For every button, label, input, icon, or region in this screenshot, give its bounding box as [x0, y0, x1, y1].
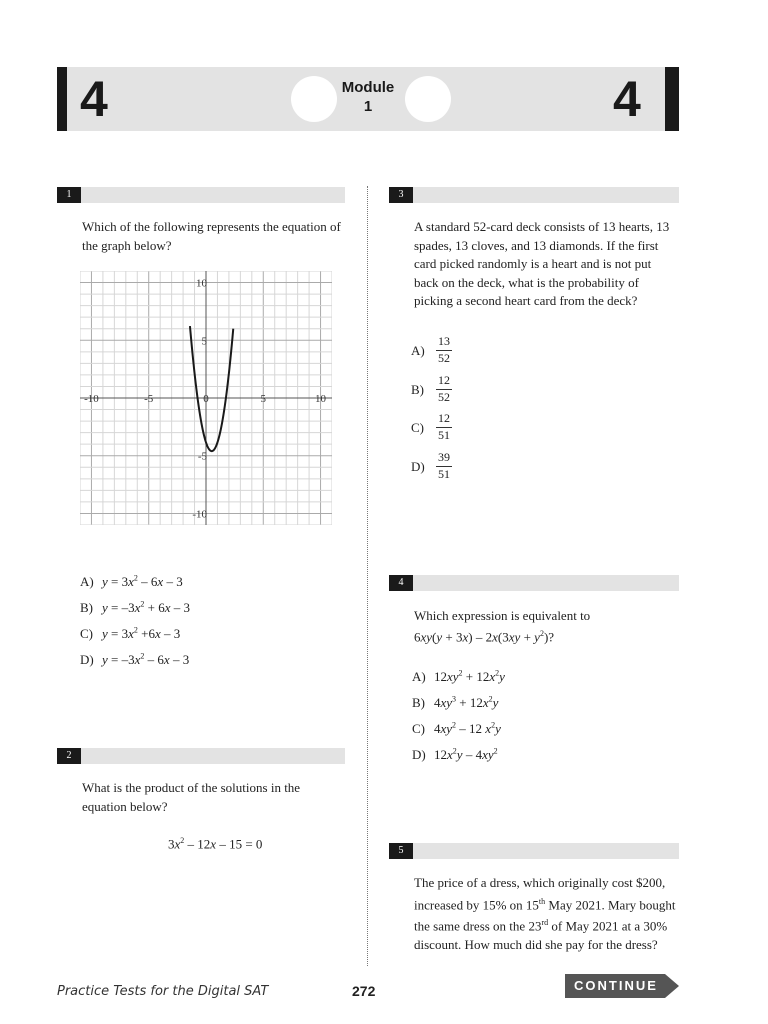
- question-4-number: 4: [389, 575, 413, 591]
- q4-choice-b-expr: $4xy^3 + 12x^2y$: [434, 695, 499, 711]
- header-right-bar: [665, 67, 679, 131]
- q5-text-part-3: of May 2021 at a 30% discount. How much did she pay for the dress?: [414, 918, 668, 953]
- module-index: 1: [363, 98, 373, 115]
- question-1-text: Which of the following represents the equation of the graph below?: [82, 219, 341, 253]
- x-tick-label: 10: [315, 393, 327, 405]
- parabola-graph: [80, 271, 332, 525]
- question-1-number: 1: [57, 187, 81, 203]
- q3-choice-c-denominator: 51: [438, 428, 450, 442]
- y-tick-label: -10: [192, 508, 207, 521]
- q3-choice-b-letter[interactable]: B): [411, 382, 424, 397]
- q1-choice-b-letter: B): [80, 600, 93, 616]
- question-3-text: A standard 52-card deck consists of 13 hearts, 13 spades, 13 cloves, and 13 diamonds. If the first card picked randomly is a heart and is not put back on the deck, what is the probability of picking a second heart card from the deck?: [414, 219, 670, 308]
- q4-choice-d-letter: D): [412, 747, 426, 763]
- x-tick-label: 0: [203, 393, 209, 405]
- q5-text-part-2: May 2021. Mary bought the same dress on the 23: [414, 896, 676, 934]
- question-2-header: [57, 748, 345, 764]
- module-number-right: 4: [613, 71, 641, 127]
- x-tick-label: 5: [260, 393, 267, 405]
- q3-choice-a-letter[interactable]: A): [411, 343, 425, 358]
- q4-choice-a-expr: $12xy^2 + 12x^2y$: [434, 669, 505, 685]
- q1-choice-c[interactable]: [80, 623, 180, 642]
- q3-choice-c-letter[interactable]: C): [411, 420, 424, 435]
- question-2-text: What is the product of the solutions in the equation below?: [82, 780, 301, 814]
- q1-choice-c-letter: C): [80, 626, 93, 642]
- q1-choice-a[interactable]: [80, 571, 183, 590]
- q1-choice-d-expr: $y = -3x^2 - 6x - 3$: [102, 652, 190, 668]
- y-tick-label: -5: [197, 450, 207, 463]
- q3-choice-b-denominator: 52: [438, 390, 450, 404]
- q4-choice-c-expr: $4xy^2 - 12$ $x^2y$: [434, 721, 501, 737]
- q3-choice-d-denominator: 51: [438, 467, 450, 481]
- q3-choice-a-denominator: 52: [438, 351, 450, 365]
- q3-choice-d-numerator: 39: [436, 450, 452, 467]
- question-5-header: [389, 843, 679, 859]
- q3-choice-d-fraction: [436, 450, 452, 482]
- footer-page-number: 272: [352, 983, 376, 999]
- q1-choice-a-letter: A): [80, 574, 94, 590]
- question-4-expression: $6xy(y + 3x) - 2x(3xy + y^2)$?: [414, 629, 555, 645]
- q1-choice-b-expr: $y = -3x^2 + 6x - 3$: [102, 600, 191, 616]
- q3-choice-a-numerator: 13: [436, 334, 452, 351]
- question-4-header: [389, 575, 679, 591]
- question-3-number: 3: [389, 187, 413, 203]
- header-circle-right: [405, 76, 451, 122]
- q5-sup-2: rd: [541, 918, 549, 928]
- q1-choice-a-expr: $y = 3x^2 - 6x - 3$: [102, 574, 183, 590]
- q1-choice-b[interactable]: [80, 597, 190, 616]
- column-divider: [367, 186, 368, 966]
- question-5-number: 5: [389, 843, 413, 859]
- question-3-header: [389, 187, 679, 203]
- q3-choice-b-fraction: [436, 373, 452, 405]
- q1-choice-c-expr: $y = 3x^2 +6x - 3$: [102, 626, 181, 642]
- q3-choice-b-numerator: 12: [436, 373, 452, 390]
- question-2-equation: $3x^2 - 12x - 15 = 0$: [168, 836, 263, 852]
- q4-choice-a[interactable]: [412, 666, 505, 685]
- y-tick-label: 5: [201, 335, 207, 348]
- question-2-number: 2: [57, 748, 81, 764]
- q4-choice-d[interactable]: [412, 744, 498, 763]
- q4-choice-d-expr: $12x^2y - 4xy^2$: [434, 747, 498, 763]
- q3-choice-d-letter[interactable]: D): [411, 459, 425, 474]
- module-number-left: 4: [80, 71, 108, 127]
- question-4-text: Which expression is equivalent to: [414, 608, 591, 623]
- q1-choice-d-letter: D): [80, 652, 94, 668]
- q4-choice-b-letter: B): [412, 695, 425, 711]
- q4-choice-a-letter: A): [412, 669, 426, 685]
- q4-choice-c-letter: C): [412, 721, 425, 737]
- x-tick-label: -10: [84, 393, 99, 405]
- q3-choice-c-numerator: 12: [436, 411, 452, 428]
- q5-sup-1: th: [538, 896, 546, 906]
- q1-choice-d[interactable]: [80, 649, 189, 668]
- q3-choice-a-fraction: [436, 334, 452, 366]
- graph-tick-labels: [84, 278, 326, 521]
- q5-text-part-1: The price of a dress, which originally cost $200, increased by 15% on 15: [414, 875, 666, 912]
- continue-label[interactable]: CONTINUE: [574, 978, 658, 993]
- header-left-bar: [57, 67, 67, 131]
- q3-choice-c-fraction: [436, 411, 452, 443]
- module-word: Module: [341, 79, 395, 96]
- y-tick-label: 10: [196, 277, 207, 290]
- q4-choice-b[interactable]: [412, 692, 498, 711]
- x-tick-label: -5: [144, 393, 154, 405]
- q4-choice-c[interactable]: [412, 718, 501, 737]
- question-1-header: [57, 187, 345, 203]
- footer-book-title: Practice Tests for the Digital SAT: [57, 984, 269, 999]
- module-label: [330, 78, 406, 116]
- question-5-text: [414, 874, 676, 955]
